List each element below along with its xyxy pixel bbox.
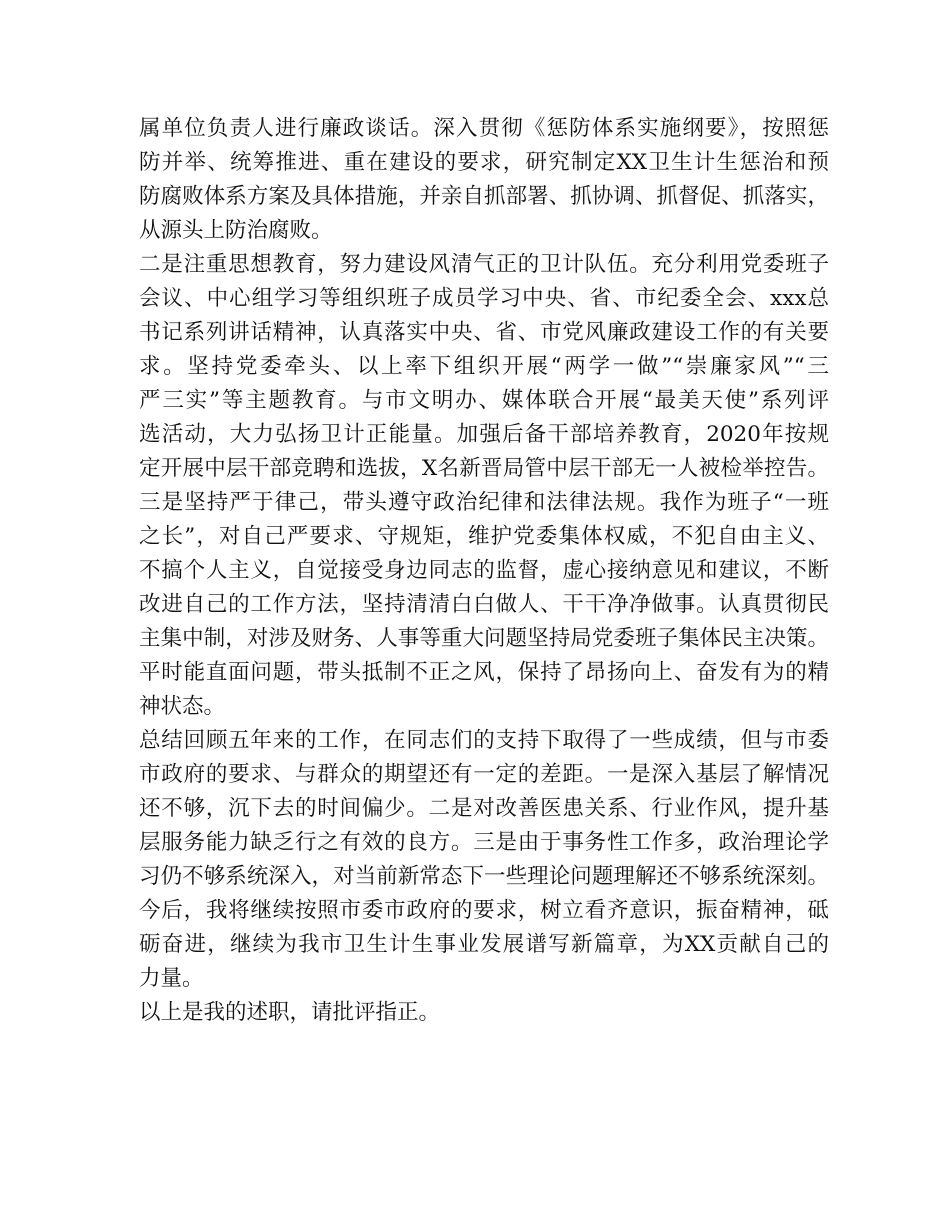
text-line: 会议、中心组学习等组织班子成员学习中央、省、市纪委全会、xxx总 [139, 286, 829, 311]
text-line: 定开展中层干部竞聘和选拔，X名新晋局管中层干部无一人被检举控告。 [139, 456, 829, 481]
text-line: 还不够，沉下去的时间偏少。二是对改善医患关系、行业作风，提升基 [139, 796, 829, 821]
text-line: 不搞个人主义，自觉接受身边同志的监督，虚心接纳意见和建议，不断 [139, 558, 829, 583]
document-body [139, 112, 829, 1030]
text-line: 今后，我将继续按照市委市政府的要求，树立看齐意识，振奋精神，砥 [139, 898, 829, 923]
text-line: 平时能直面问题，带头抵制不正之风，保持了昂扬向上、奋发有为的精 [139, 660, 829, 685]
text-line: 砺奋进，继续为我市卫生计生事业发展谱写新篇章，为XX贡献自己的 [139, 932, 829, 957]
text-line: 神状态。 [139, 694, 226, 719]
text-line: 选活动，大力弘扬卫计正能量。加强后备干部培养教育，2020年按规 [139, 422, 829, 447]
text-line: 求。坚持党委牵头、以上率下组织开展“两学一做”“崇廉家风”“三 [139, 354, 829, 379]
text-line: 之长”，对自己严要求、守规矩，维护党委集体权威，不犯自由主义、 [139, 524, 829, 549]
text-line: 三是坚持严于律己，带头遵守政治纪律和法律法规。我作为班子“一班 [139, 490, 829, 515]
text-line: 总结回顾五年来的工作，在同志们的支持下取得了一些成绩，但与市委 [139, 728, 829, 753]
text-line: 防腐败体系方案及具体措施，并亲自抓部署、抓协调、抓督促、抓落实， [139, 184, 829, 209]
text-line: 以上是我的述职，请批评指正。 [139, 1000, 441, 1025]
text-line: 二是注重思想教育，努力建设风清气正的卫计队伍。充分利用党委班子 [139, 252, 829, 277]
text-line: 改进自己的工作方法，坚持清清白白做人、干干净净做事。认真贯彻民 [139, 592, 829, 617]
text-line: 市政府的要求、与群众的期望还有一定的差距。一是深入基层了解情况 [139, 762, 829, 787]
text-line: 习仍不够系统深入，对当前新常态下一些理论问题理解还不够系统深刻。 [139, 864, 829, 889]
text-line: 从源头上防治腐败。 [139, 218, 333, 243]
text-line: 严三实”等主题教育。与市文明办、媒体联合开展“最美天使”系列评 [139, 388, 829, 413]
text-line: 力量。 [139, 966, 204, 991]
text-line: 主集中制，对涉及财务、人事等重大问题坚持局党委班子集体民主决策。 [139, 626, 829, 651]
text-line: 防并举、统筹推进、重在建设的要求，研究制定XX卫生计生惩治和预 [139, 150, 829, 175]
text-line: 属单位负责人进行廉政谈话。深入贯彻《惩防体系实施纲要》，按照惩 [139, 116, 829, 141]
text-line: 层服务能力缺乏行之有效的良方。三是由于事务性工作多，政治理论学 [139, 830, 829, 855]
text-line: 书记系列讲话精神，认真落实中央、省、市党风廉政建设工作的有关要 [139, 320, 829, 345]
